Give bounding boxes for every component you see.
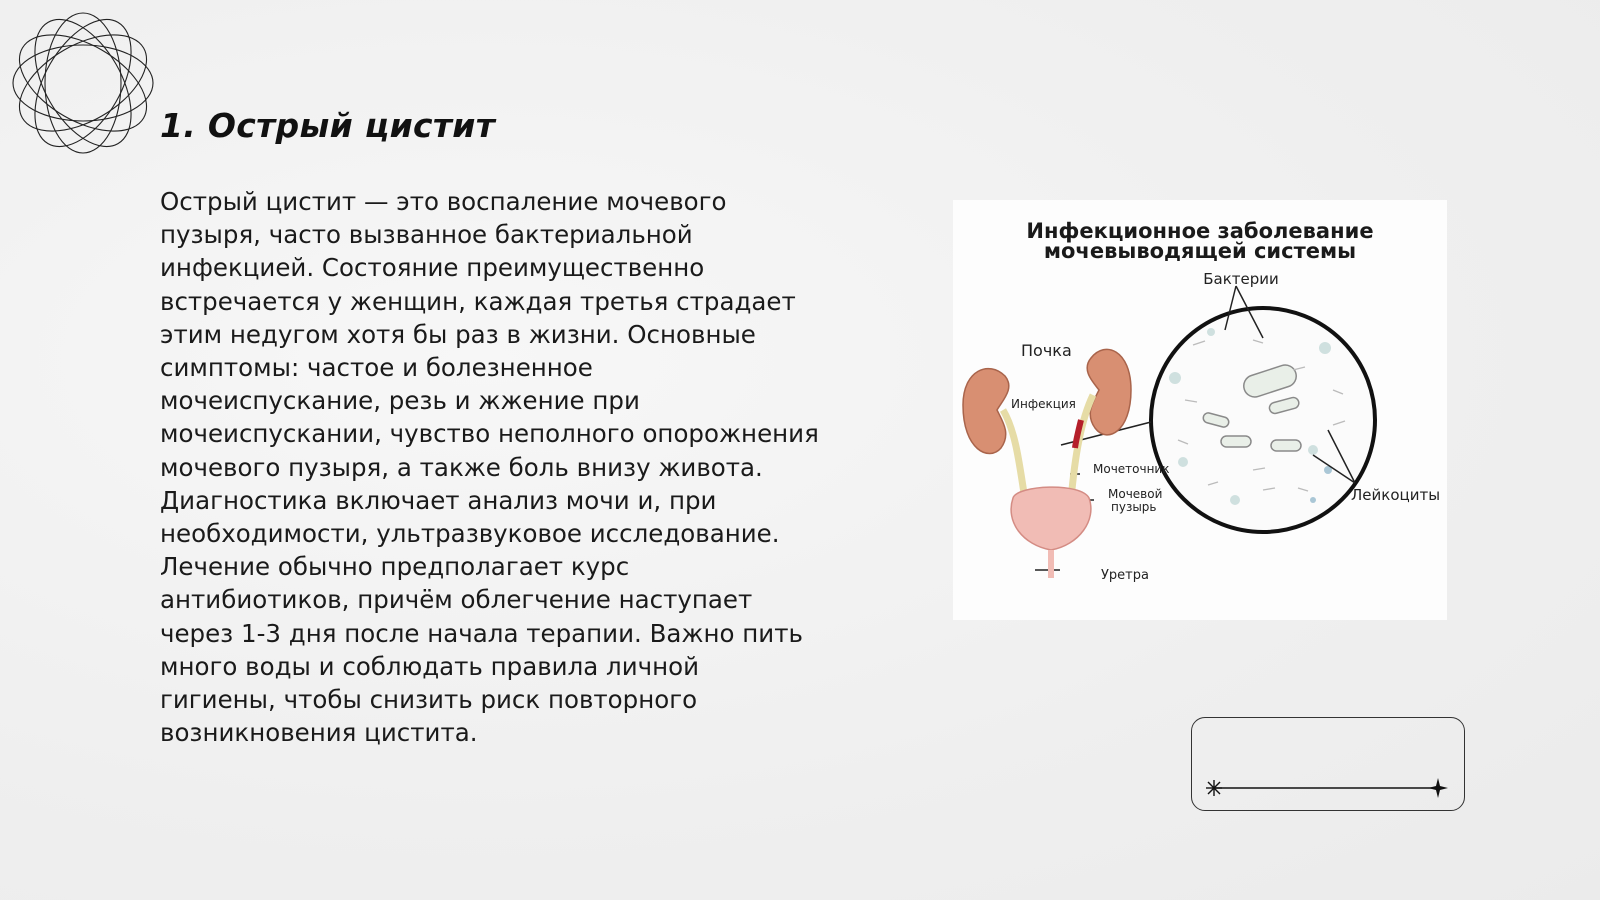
slide-title: 1. Острый цистит xyxy=(160,106,496,145)
sparkle-icon xyxy=(1206,780,1222,796)
label-bacteria: Бактерии xyxy=(1203,270,1279,288)
microscope-view xyxy=(1151,308,1375,532)
slide-body-text: Острый цистит — это воспаление мочевого пузыря, часто вызванное бактериальной инфекцией. Состояние преимущественно встречается у женщин, каждая третья страдает этим недугом хотя бы раз в жизни. Основные симптомы: частое и болезненное мочеиспускание, резь и жжение при мочеиспускании, чувство неполного опорожнения мочевого пузыря, а также боль внизу живота. Диагностика включает анализ мочи и, при необходимости, ультразвуковое исследование. Лечение обычно предполагает курс антибиотиков, причём облегчение наступает через 1-3 дня после начала терапии. Важно пить много воды и соблюдать правила личной гигиены, чтобы снизить риск повторного возникновения цистита. xyxy=(160,187,819,748)
figure-title-line2: мочевыводящей системы xyxy=(1043,239,1357,263)
urinary-infection-illustration xyxy=(953,200,1447,620)
urinary-system-diagram xyxy=(953,200,1447,620)
label-bladder-line2: пузырь xyxy=(1111,500,1157,514)
label-leukocytes: Лейкоциты xyxy=(1351,486,1441,504)
orbital-rings-icon xyxy=(8,8,158,158)
label-ureter: Мочеточник xyxy=(1093,462,1170,476)
figure-title-line1: Инфекционное заболевание xyxy=(1026,219,1374,243)
four-point-star-icon xyxy=(1428,778,1448,798)
timeline-graphic xyxy=(1192,718,1464,810)
label-infection: Инфекция xyxy=(1011,397,1076,411)
label-urethra: Уретра xyxy=(1101,568,1149,583)
timeline-box xyxy=(1191,717,1465,811)
label-bladder-line1: Мочевой xyxy=(1108,487,1163,501)
label-kidney: Почка xyxy=(1021,341,1072,360)
